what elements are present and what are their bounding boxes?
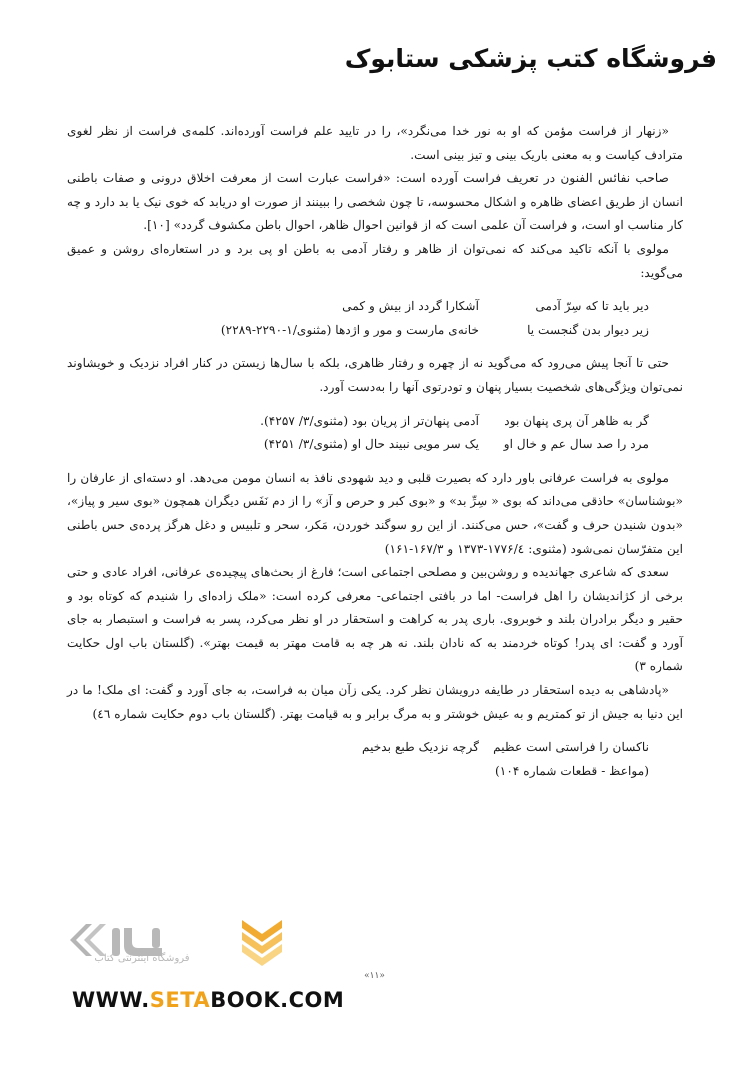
hemistich: مرد را صد سال عم و خال او	[503, 437, 649, 452]
page-title: فروشگاه کتب پزشکی ستابوک	[344, 44, 717, 73]
hemistich: دیر باید تا که سِرّ آدمی	[535, 299, 649, 314]
url-prefix: WWW.	[72, 988, 150, 1012]
paragraph: مولوی با آنکه تاکید می‌کند که نمی‌توان از ظاهر و رفتار آدمی به باطن او پی برد و در استعاره‌ای روشن و عمیق می‌گوید:	[67, 241, 683, 280]
setabook-logo	[58, 906, 308, 978]
logo-tagline: فروشگاه اینترنتی کتاب	[94, 953, 190, 964]
verse-line	[67, 433, 649, 457]
setabook-logo-icon	[58, 906, 308, 978]
hemistich: خانه‌ی مارست و مور و اژدها (مثنوی/۱-۲۲۹۰-۲۲۸۹)	[220, 322, 479, 337]
paragraph: حتی تا آنجا پیش می‌رود که می‌گوید نه از چهره و رفتار ظاهری، بلکه با سال‌ها زیستن در کنار افراد نزدیک و خویشاوند نمی‌توان ویژگی‌های شخصیت بسیار پنهان و تودرتوی آنها را به‌دست آورد.	[67, 356, 683, 394]
poem-verse-block	[67, 736, 649, 783]
hemistich: گرچه نزدیک طبع بدخیم	[361, 740, 479, 755]
hemistich: آدمی پنهان‌تر از پریان بود (مثنوی/۳/ ۴۲۵۷).	[260, 413, 479, 428]
verse-reference: (مواعظ - قطعات شماره ۱۰۴)	[495, 763, 649, 778]
paragraph: «پادشاهی به دیده استحقار در طایفه درویشان نظر کرد. یکی زآن میان به فراست، به جای آورد و گفت: ای ملک! ما در این دنیا به جیش از تو کمتریم و به عیش خوشتر و به مرگ برابر و به قیامت بهتر. (گلستان باب دوم حکایت شماره ٤٦)	[67, 683, 683, 721]
verse-line	[67, 736, 649, 760]
hemistich: گر به ظاهر آن پری پنهان بود	[504, 413, 649, 428]
hemistich: ناکسان را فراستی است عظیم	[493, 740, 649, 755]
verse-line	[67, 410, 649, 434]
url-suffix: BOOK.COM	[210, 988, 345, 1012]
page-number: «۱۱»	[364, 971, 385, 981]
paragraph: سعدی که شاعری جهاندیده و روشن‌بین و مصلحی اجتماعی است؛ فارغ از بحث‌های پیچیده‌ی عرفانی، افراد عادی و حتی برخی از کژاندیشان را اهل فراست- اما در بافتی اجتماعی- معرفی کرده است: «ملک زاده‌ای را شنیدم که کوتاه بود و حقیر و دیگر برادران بلند و خوبروی. باری پدر به کراهت و استحقار در او نظر می‌کرد، پسر به فراست و استبصار به جای آورد و گفت: ای پدر! کوتاه خردمند به که نادان بلند. نه هر چه به قامت مهتر به قیمت بهتر». (گلستان باب اول حکایت شماره ۳)	[67, 565, 683, 674]
hemistich: یک سر مویی نبیند حال او (مثنوی/۳/ ۴۲۵۱)	[263, 437, 479, 452]
paragraph: «زنهار از فراست مؤمن که او به نور خدا می‌نگرد»، را در تایید علم فراست آورده‌اند. کلمه‌ی فراست از نظر لغوی مترادف کیاست و به معنی باریک بینی و تیز بینی است.	[67, 124, 683, 162]
hemistich: زیر دیوار بدن گنجست یا	[527, 322, 649, 337]
poem-verse-block	[67, 295, 649, 342]
paragraph: مولوی به فراست عرفانی باور دارد که بصیرت قلبی و دید شهودی نافذ به انسان مومن می‌دهد. او دسته‌ای از عارفان را «بوشناسان» حاذقی می‌داند که بوی « سِرِّ بد» و «بوی کبر و حرص و آز» را از دم نَفَس دیگران همچون «بوی سیر و پیاز»، «بدون شنیدن حرف و گفت»، حس می‌کنند. از این رو سوگند خوردن، مَکر، سحر و تلبیس و دغل هرگز پرده‌ی حس باطنی این متفرّسان نمی‌شود (مثنوی: ۱۷۷۶/٤-۱۳۷۳ و ۱۶۷/۳-۱۶۱)	[67, 470, 683, 556]
website-url[interactable]	[72, 988, 344, 1012]
poem-verse-block	[67, 410, 649, 457]
paragraph: صاحب نفائس الفنون در تعریف فراست آورده است: «فراست عبارت است از معرفت اخلاق درونی و صفات باطنی انسان از طریق اعضای ظاهره و اشکال محسوسه، تا چون شخصی را ببینند از صورت او دریابد که خوی نیک یا بد دارد و چه کار مناسب او است، و فراست آن علمی است که از قوانین احوال ظاهر، احوال باطن مکشوف گردد» [۱۰].	[67, 171, 683, 233]
verse-line	[67, 319, 649, 343]
verse-line	[67, 295, 649, 319]
url-brand: SETA	[149, 988, 211, 1012]
hemistich: آشکارا گردد از بیش و کمی	[342, 299, 479, 314]
article-body	[67, 120, 683, 793]
verse-line	[67, 760, 649, 784]
